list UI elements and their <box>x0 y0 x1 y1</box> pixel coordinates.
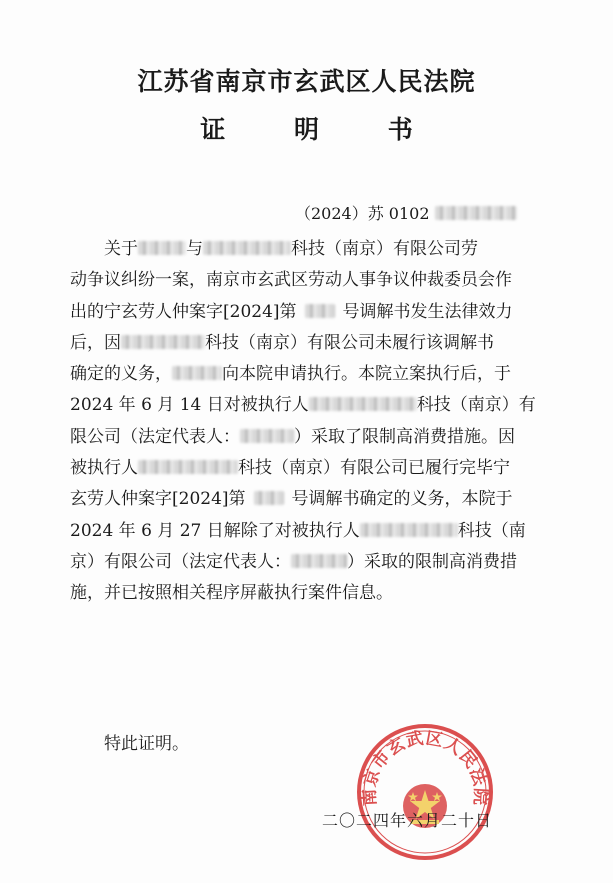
court-seal-icon <box>355 722 495 862</box>
case-number <box>295 201 517 224</box>
body-line: 京）有限公司（法定代表人： ）采取的限制高消费措 <box>70 551 517 572</box>
redacted-company-name <box>138 460 238 474</box>
redacted-company-name <box>121 335 205 349</box>
redacted-company-name <box>360 523 458 537</box>
court-name-heading: 江苏省南京市玄武区人民法院 <box>137 67 476 96</box>
redacted-company-name <box>309 397 417 411</box>
body-line: 后，因 科技（南京）有限公司未履行该调解书 <box>70 332 494 353</box>
redacted-company-name <box>203 241 291 255</box>
redacted-applicant-name <box>138 241 186 255</box>
closing-statement: 特此证明。 <box>104 734 189 754</box>
body-line: 确定的义务， 向本院申请执行。本院立案执行后，于 <box>70 364 511 385</box>
redacted-case-id <box>305 304 335 318</box>
body-line: 2024 年 6 月 14 日对被执行人 科技（南京）有 <box>70 395 536 416</box>
signature-date: 二〇二四年六月二十日 <box>322 811 493 830</box>
body-line: 施，并已按照相关程序屏蔽执行案件信息。 <box>70 583 393 604</box>
certificate-body <box>70 234 590 610</box>
seal-text: 南京市玄武区人民法院 <box>359 728 491 807</box>
body-line: 被执行人 科技（南京）有限公司已履行完毕宁 <box>70 458 510 479</box>
document-title: 证 明 书 <box>200 115 443 144</box>
redacted-case-id <box>254 491 284 505</box>
body-line: 限公司（法定代表人： ）采取了限制高消费措施。因 <box>70 426 515 447</box>
body-line: 关于 与 科技（南京）有限公司劳 <box>104 239 478 259</box>
redacted-representative-name <box>291 554 347 568</box>
body-line: 动争议纠纷一案，南京市玄武区劳动人事争议仲裁委员会作 <box>70 270 512 291</box>
body-line: 出的宁玄劳人仲案字[2024]第 号调解书发生法律效力 <box>70 301 513 322</box>
body-line: 2024 年 6 月 27 日解除了对被执行人 科技（南 <box>70 520 526 541</box>
redacted-case-number <box>435 206 517 220</box>
redacted-applicant-name <box>172 366 222 380</box>
case-number-prefix: （2024）苏 0102 <box>295 204 430 223</box>
body-line: 玄劳人仲案字[2024]第 号调解书确定的义务，本院于 <box>70 489 513 510</box>
redacted-representative-name <box>240 429 294 443</box>
